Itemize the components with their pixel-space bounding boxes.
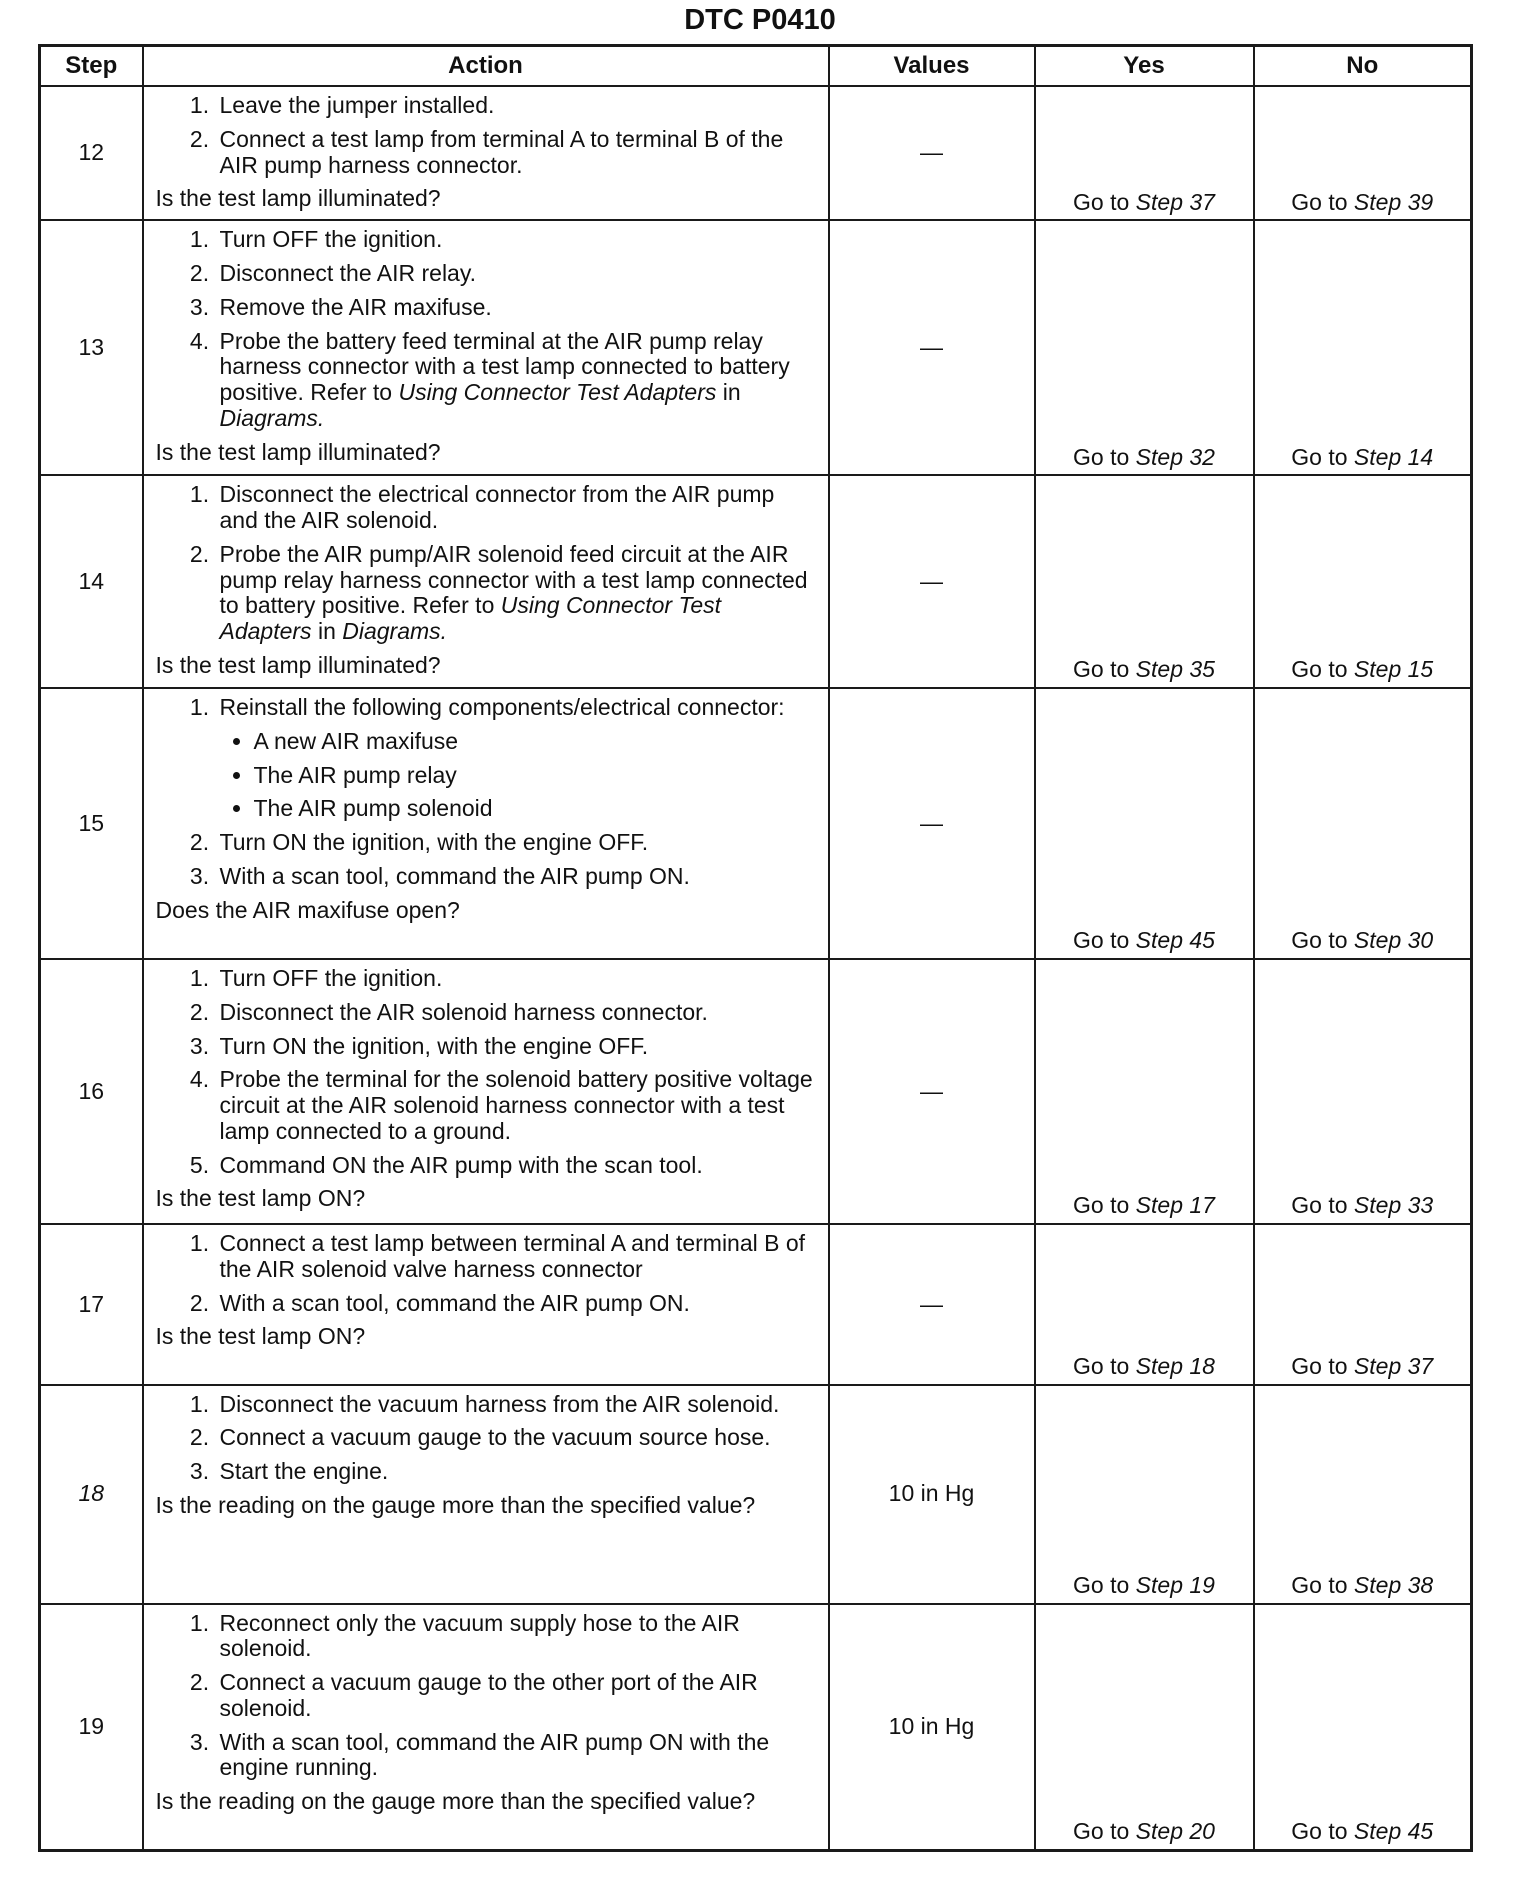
action-text: Turn OFF the ignition. [219,965,443,992]
yes-step-link: 37 [1189,188,1215,215]
value-cell: — [829,688,1035,959]
column-header-values: Values [829,46,1035,87]
table-row [40,1224,1472,1385]
action-cell [143,688,829,959]
yes-cell [1035,1604,1254,1851]
no-step-link: 33 [1407,1192,1434,1219]
step-number: 15 [40,688,143,959]
step-number: 14 [40,475,143,688]
table-row [40,86,1472,220]
yes-cell [1035,1385,1254,1604]
action-step [216,1730,814,1782]
table-row [40,475,1472,688]
yes-step-link: 19 [1189,1571,1215,1598]
action-question: Is the reading on the gauge more than the specified value? [155,1491,756,1518]
yes-cell [1035,688,1254,959]
step-word: Step [1353,443,1402,470]
component-item: • The AIR pump relay [254,763,814,789]
no-cell [1254,475,1472,688]
action-cell [143,959,829,1224]
action-question: Does the AIR maxifuse open? [155,896,460,923]
value-cell: — [829,220,1035,475]
step-word: Step [1353,1818,1402,1845]
action-cell [143,1604,829,1851]
step-word: Step [1135,927,1183,954]
action-steps-list [156,1392,814,1485]
value-cell: — [829,959,1035,1224]
action-cell [143,1224,829,1385]
yes-step-link: 17 [1189,1192,1215,1219]
no-step-link: 45 [1407,1818,1434,1845]
reference-text: Diagrams. [219,404,325,431]
action-step [216,966,814,992]
action-text: Turn OFF the ignition. [219,226,443,253]
action-cell [143,1385,829,1604]
reference-text: Diagrams. [342,618,448,645]
table-header-row [40,46,1472,87]
step-number: 13 [40,220,143,475]
no-step-link: 15 [1407,656,1434,683]
action-text: Connect a test lamp from terminal A to terminal B of the AIR pump harness connector. [219,125,784,178]
action-question: Is the test lamp ON? [155,1185,366,1212]
step-word: Step [1353,1571,1402,1598]
diagnostic-table [38,44,1473,1852]
action-question: Is the reading on the gauge more than the specified value? [155,1788,756,1815]
step-word: Step [1135,1818,1183,1845]
action-step [216,1153,814,1179]
action-step [216,695,814,822]
action-text: With a scan tool, command the AIR pump ON. [219,1289,690,1316]
action-step [216,1670,814,1722]
no-cell [1254,1604,1472,1851]
action-step [216,1034,814,1060]
action-text: in [716,379,741,406]
value-cell: — [829,475,1035,688]
component-item: • A new AIR maxifuse [254,729,814,755]
yes-cell [1035,86,1254,220]
goto-prefix: Go to [1073,1192,1130,1219]
action-text: Command ON the AIR pump with the scan tool. [219,1151,703,1178]
yes-cell [1035,220,1254,475]
yes-cell [1035,475,1254,688]
goto-prefix: Go to [1073,927,1130,954]
action-steps-list [156,227,814,431]
value-cell: 10 in Hg [829,1385,1035,1604]
yes-step-link: 18 [1189,1352,1215,1379]
yes-step-link: 35 [1189,656,1215,683]
action-step [216,1000,814,1026]
action-text: Probe the terminal for the solenoid battery positive voltage circuit at the AIR solenoid harness connector with a test lamp connected to a ground. [219,1066,813,1144]
step-word: Step [1353,656,1402,683]
action-steps-list [156,93,814,178]
action-cell [143,475,829,688]
goto-prefix: Go to [1073,1818,1130,1845]
action-text: Remove the AIR maxifuse. [219,293,492,320]
action-text: With a scan tool, command the AIR pump ON. [219,862,690,889]
yes-step-link: 45 [1189,927,1215,954]
action-cell [143,86,829,220]
action-text: Disconnect the AIR relay. [219,260,477,287]
goto-prefix: Go to [1073,443,1130,470]
goto-prefix: Go to [1291,443,1348,470]
action-step [216,261,814,287]
action-step [216,1392,814,1418]
goto-prefix: Go to [1291,656,1348,683]
step-word: Step [1135,656,1183,683]
action-text: With a scan tool, command the AIR pump ON with the engine running. [219,1728,770,1781]
step-number: 17 [40,1224,143,1385]
action-step [216,1459,814,1485]
goto-prefix: Go to [1073,1571,1130,1598]
no-step-link: 37 [1407,1352,1434,1379]
action-steps-list [156,1231,814,1316]
yes-cell [1035,1224,1254,1385]
table-row [40,959,1472,1224]
step-word: Step [1135,1571,1183,1598]
step-word: Step [1353,188,1402,215]
no-step-link: 30 [1407,927,1434,954]
action-steps-list [156,1611,814,1782]
step-number: 18 [40,1385,143,1604]
action-steps-list [156,695,814,890]
action-step [216,864,814,890]
action-question: Is the test lamp illuminated? [155,185,441,212]
column-header-yes: Yes [1035,46,1254,87]
no-cell [1254,959,1472,1224]
action-text: Connect a test lamp between terminal A and terminal B of the AIR solenoid valve harness connector [219,1230,806,1282]
table-row [40,1604,1472,1851]
step-word: Step [1135,188,1183,215]
action-cell [143,220,829,475]
action-question: Is the test lamp illuminated? [155,651,441,678]
step-word: Step [1135,1192,1183,1219]
yes-cell [1035,959,1254,1224]
action-text: Probe the AIR pump/AIR solenoid feed circuit at the AIR pump relay harness connector with a test lamp connected to battery positive. Refer to [219,540,808,619]
action-text: Connect a vacuum gauge to the other port of the AIR solenoid. [219,1669,758,1721]
value-cell: — [829,1224,1035,1385]
goto-prefix: Go to [1291,1192,1348,1219]
action-question: Is the test lamp illuminated? [155,438,441,465]
action-text: Turn ON the ignition, with the engine OFF. [219,1032,649,1059]
table-row [40,1385,1472,1604]
goto-prefix: Go to [1291,927,1348,954]
step-word: Step [1135,443,1183,470]
action-step [216,227,814,253]
goto-prefix: Go to [1073,188,1130,215]
action-step [216,1425,814,1451]
action-question: Is the test lamp ON? [155,1323,366,1350]
column-header-action: Action [143,46,829,87]
no-cell [1254,1385,1472,1604]
action-text: in [311,618,343,645]
action-step [216,295,814,321]
no-cell [1254,688,1472,959]
yes-step-link: 32 [1189,443,1215,470]
goto-prefix: Go to [1291,1352,1348,1379]
goto-prefix: Go to [1291,1818,1348,1845]
no-step-link: 39 [1407,188,1434,215]
goto-prefix: Go to [1291,188,1348,215]
table-body [40,86,1472,1851]
value-cell: — [829,86,1035,220]
action-step [216,1231,814,1283]
action-step [216,329,814,432]
action-step [216,1611,814,1663]
value-cell: 10 in Hg [829,1604,1035,1851]
step-word: Step [1135,1352,1183,1379]
page-title: DTC P0410 [684,4,836,36]
column-header-step: Step [40,46,143,87]
action-text: Disconnect the vacuum harness from the AIR solenoid. [219,1390,780,1417]
step-number: 19 [40,1604,143,1851]
action-text: Start the engine. [219,1458,389,1485]
action-text: Reinstall the following components/electrical connector: [219,694,785,721]
no-cell [1254,1224,1472,1385]
step-number: 16 [40,959,143,1224]
component-list [220,729,814,822]
action-text: Probe the battery feed terminal at the AIR pump relay harness connector with a test lamp connected to battery positive. Refer to [219,327,790,406]
action-step [216,542,814,645]
step-word: Step [1353,1192,1402,1219]
table-row [40,688,1472,959]
action-steps-list [156,966,814,1178]
goto-prefix: Go to [1291,1571,1348,1598]
step-word: Step [1353,1352,1402,1379]
yes-step-link: 20 [1189,1818,1215,1845]
action-steps-list [156,482,814,645]
no-cell [1254,86,1472,220]
action-text: Turn ON the ignition, with the engine OFF. [219,829,649,856]
action-step [216,830,814,856]
component-item: • The AIR pump solenoid [254,796,814,822]
action-step [216,127,814,179]
reference-text: Using Connector Test Adapters [219,592,722,645]
action-text: Reconnect only the vacuum supply hose to the AIR solenoid. [219,1609,740,1662]
action-text: Disconnect the electrical connector from the AIR pump and the AIR solenoid. [219,481,775,534]
goto-prefix: Go to [1073,1352,1130,1379]
action-step [216,1067,814,1144]
action-text: Leave the jumper installed. [219,92,495,118]
step-word: Step [1353,927,1402,954]
action-step [216,1291,814,1317]
action-text: Connect a vacuum gauge to the vacuum source hose. [219,1424,771,1451]
no-step-link: 38 [1407,1571,1434,1598]
action-step [216,482,814,534]
step-number: 12 [40,86,143,220]
no-cell [1254,220,1472,475]
goto-prefix: Go to [1073,656,1130,683]
action-step [216,93,814,119]
action-text: Disconnect the AIR solenoid harness connector. [219,998,708,1025]
table-row [40,220,1472,475]
reference-text: Using Connector Test Adapters [398,379,717,406]
no-step-link: 14 [1407,443,1434,470]
column-header-no: No [1254,46,1472,87]
